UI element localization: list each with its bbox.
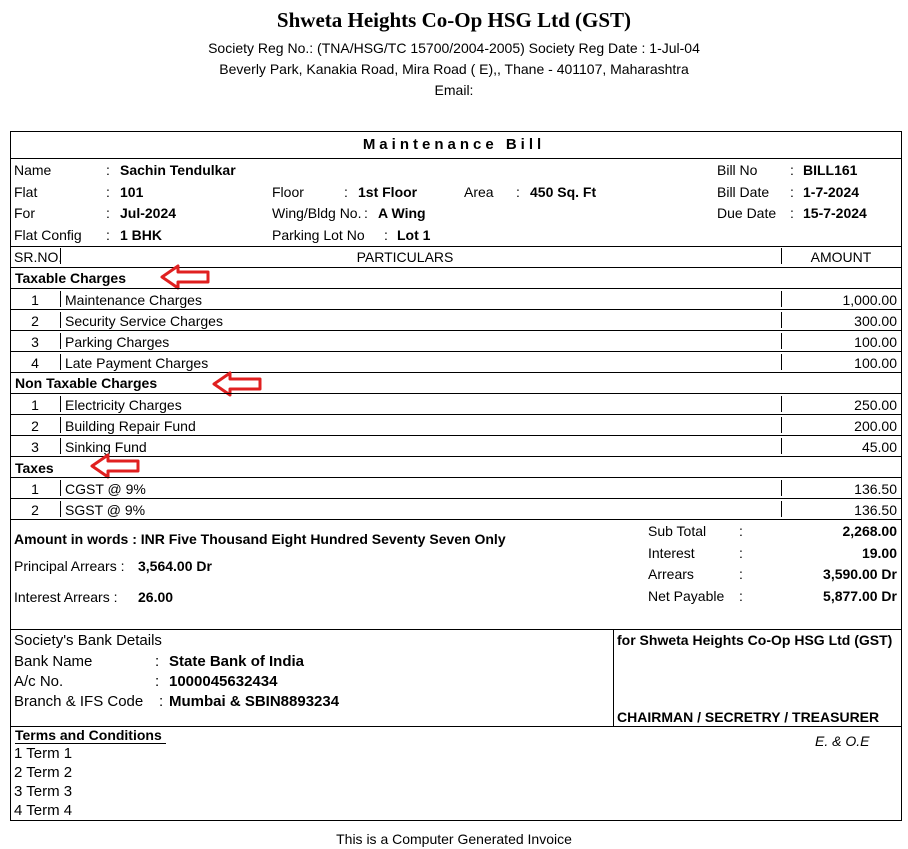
bank-name-colon: : bbox=[155, 653, 160, 670]
bill-date-value: 1-7-2024 bbox=[803, 184, 860, 200]
row-amount: 200.00 bbox=[854, 418, 897, 434]
floor-label: Floor bbox=[272, 184, 304, 200]
due-date-colon: : bbox=[790, 205, 794, 221]
row-amount: 136.50 bbox=[854, 502, 897, 518]
flat-value: 101 bbox=[120, 184, 144, 200]
net-payable-value: 5,877.00 Dr bbox=[823, 588, 897, 604]
bill-no-colon: : bbox=[790, 162, 794, 178]
details-divider bbox=[10, 246, 902, 247]
row-amount: 250.00 bbox=[854, 397, 897, 413]
area-label: Area bbox=[464, 184, 494, 200]
flat-config-value: 1 BHK bbox=[120, 227, 163, 243]
term-item: 2 Term 2 bbox=[14, 764, 73, 781]
bank-signature-separator bbox=[613, 629, 614, 726]
row-sr: 1 bbox=[31, 292, 39, 308]
parking-value: Lot 1 bbox=[397, 227, 431, 243]
col-header-divider bbox=[10, 267, 902, 268]
flat-config-label: Flat Config bbox=[14, 227, 82, 243]
row-divider bbox=[10, 330, 902, 331]
row-sep bbox=[60, 354, 61, 370]
row-sr: 2 bbox=[31, 502, 39, 518]
row-amount: 300.00 bbox=[854, 313, 897, 329]
parking-colon: : bbox=[384, 227, 388, 243]
branch-colon: : bbox=[159, 693, 164, 710]
row-sr: 2 bbox=[31, 313, 39, 329]
col-header-srno: SR.NO. bbox=[14, 249, 63, 265]
bill-date-label: Bill Date bbox=[717, 184, 770, 200]
branch-label: Branch & IFS Code bbox=[14, 693, 144, 710]
row-desc: Parking Charges bbox=[65, 334, 170, 350]
society-name: Shweta Heights Co-Op HSG Ltd (GST) bbox=[276, 8, 632, 32]
interest-arrears-label: Interest Arrears : bbox=[14, 589, 118, 605]
section-divider bbox=[10, 456, 902, 457]
branch-value: Mumbai & SBIN8893234 bbox=[169, 693, 340, 710]
row-desc: Security Service Charges bbox=[65, 313, 223, 329]
society-email: Email: bbox=[434, 82, 474, 98]
bill-title: Maintenance Bill bbox=[362, 136, 546, 153]
row-sep bbox=[60, 333, 61, 349]
row-sr: 1 bbox=[31, 481, 39, 497]
section-heading-taxes: Taxes bbox=[15, 460, 54, 476]
row-desc: Late Payment Charges bbox=[65, 355, 209, 371]
sub-total-colon: : bbox=[739, 523, 743, 539]
ac-no-colon: : bbox=[155, 673, 160, 690]
area-value: 450 Sq. Ft bbox=[530, 184, 597, 200]
row-sr: 4 bbox=[31, 355, 39, 371]
row-amount: 100.00 bbox=[854, 355, 897, 371]
annotation-arrow-icon bbox=[160, 264, 212, 290]
row-desc: SGST @ 9% bbox=[65, 502, 146, 518]
wing-label: Wing/Bldg No. bbox=[272, 205, 362, 221]
interest-colon: : bbox=[739, 545, 743, 561]
bill-date-colon: : bbox=[790, 184, 794, 200]
annotation-arrow-icon bbox=[90, 453, 142, 479]
bank-name-value: State Bank of India bbox=[169, 653, 305, 670]
row-sep bbox=[60, 312, 61, 328]
totals-divider bbox=[10, 519, 902, 520]
bank-name-label: Bank Name bbox=[14, 653, 93, 670]
principal-arrears-value: 3,564.00 Dr bbox=[138, 558, 212, 574]
name-colon: : bbox=[106, 162, 110, 178]
interest-label: Interest bbox=[648, 545, 695, 561]
col-header-particulars: PARTICULARS bbox=[356, 249, 454, 265]
row-sr: 1 bbox=[31, 397, 39, 413]
for-society-label: for Shweta Heights Co-Op HSG Ltd (GST) bbox=[617, 632, 893, 648]
section-divider bbox=[10, 477, 902, 478]
row-desc: Electricity Charges bbox=[65, 397, 182, 413]
term-item: 1 Term 1 bbox=[14, 745, 73, 762]
row-amount: 100.00 bbox=[854, 334, 897, 350]
floor-value: 1st Floor bbox=[358, 184, 418, 200]
row-sep bbox=[60, 396, 61, 412]
row-amount: 1,000.00 bbox=[842, 292, 897, 308]
name-value: Sachin Tendulkar bbox=[120, 162, 236, 178]
row-sr: 3 bbox=[31, 334, 39, 350]
eoe-label: E. & O.E bbox=[815, 733, 870, 749]
section-heading-non-taxable: Non Taxable Charges bbox=[15, 375, 158, 391]
section-divider bbox=[10, 288, 902, 289]
bill-no-label: Bill No bbox=[717, 162, 758, 178]
title-divider bbox=[10, 158, 902, 159]
arrears-colon: : bbox=[739, 566, 743, 582]
row-divider bbox=[10, 414, 902, 415]
row-sep bbox=[60, 417, 61, 433]
row-sr: 3 bbox=[31, 439, 39, 455]
row-amount: 136.50 bbox=[854, 481, 897, 497]
col-header-sep-1 bbox=[60, 248, 61, 264]
computer-generated-note: This is a Computer Generated Invoice bbox=[336, 831, 572, 847]
row-divider bbox=[10, 435, 902, 436]
section-divider bbox=[10, 393, 902, 394]
section-divider bbox=[10, 372, 902, 373]
name-label: Name bbox=[14, 162, 52, 178]
col-header-amount: AMOUNT bbox=[810, 249, 872, 265]
row-desc: Sinking Fund bbox=[65, 439, 147, 455]
row-divider bbox=[10, 351, 902, 352]
bank-heading: Society's Bank Details bbox=[14, 632, 162, 649]
bill-no-value: BILL161 bbox=[803, 162, 858, 178]
row-sep bbox=[60, 480, 61, 496]
wing-colon: : bbox=[364, 205, 368, 221]
row-sep bbox=[60, 501, 61, 517]
for-value: Jul-2024 bbox=[120, 205, 177, 221]
floor-colon: : bbox=[344, 184, 348, 200]
row-divider bbox=[10, 309, 902, 310]
principal-arrears-label: Principal Arrears : bbox=[14, 558, 125, 574]
arrears-label: Arrears bbox=[648, 566, 694, 582]
society-address: Beverly Park, Kanakia Road, Mira Road ( E),, Thane - 401107, Maharashtra bbox=[219, 61, 689, 77]
row-divider bbox=[10, 498, 902, 499]
terms-heading: Terms and Conditions bbox=[15, 728, 166, 744]
term-item: 3 Term 3 bbox=[14, 783, 73, 800]
row-amount: 45.00 bbox=[861, 439, 897, 455]
net-payable-colon: : bbox=[739, 588, 743, 604]
summary-divider bbox=[10, 629, 902, 630]
interest-value: 19.00 bbox=[861, 545, 897, 561]
flat-label: Flat bbox=[14, 184, 38, 200]
row-sep bbox=[60, 291, 61, 307]
signatory-label: CHAIRMAN / SECRETRY / TREASURER bbox=[617, 709, 880, 725]
sub-total-value: 2,268.00 bbox=[842, 523, 897, 539]
area-colon: : bbox=[516, 184, 520, 200]
section-heading-taxable: Taxable Charges bbox=[15, 270, 127, 286]
net-payable-label: Net Payable bbox=[648, 588, 725, 604]
row-desc: Building Repair Fund bbox=[65, 418, 196, 434]
row-desc: CGST @ 9% bbox=[65, 481, 146, 497]
for-label: For bbox=[14, 205, 35, 221]
term-item: 4 Term 4 bbox=[14, 802, 73, 819]
row-sep bbox=[60, 438, 61, 454]
arrears-value: 3,590.00 Dr bbox=[823, 566, 897, 582]
due-date-label: Due Date bbox=[717, 205, 777, 221]
parking-label: Parking Lot No bbox=[272, 227, 365, 243]
flat-config-colon: : bbox=[106, 227, 110, 243]
due-date-value: 15-7-2024 bbox=[803, 205, 867, 221]
interest-arrears-value: 26.00 bbox=[138, 589, 174, 605]
row-desc: Maintenance Charges bbox=[65, 292, 202, 308]
ac-no-label: A/c No. bbox=[14, 673, 64, 690]
ac-no-value: 1000045632434 bbox=[169, 673, 278, 690]
society-reg-line: Society Reg No.: (TNA/HSG/TC 15700/2004-2005) Society Reg Date : 1-Jul-04 bbox=[208, 40, 700, 56]
wing-value: A Wing bbox=[378, 205, 426, 221]
row-sr: 2 bbox=[31, 418, 39, 434]
sub-total-label: Sub Total bbox=[648, 523, 707, 539]
for-colon: : bbox=[106, 205, 110, 221]
amount-in-words: Amount in words : INR Five Thousand Eight Hundred Seventy Seven Only bbox=[14, 531, 506, 547]
flat-colon: : bbox=[106, 184, 110, 200]
